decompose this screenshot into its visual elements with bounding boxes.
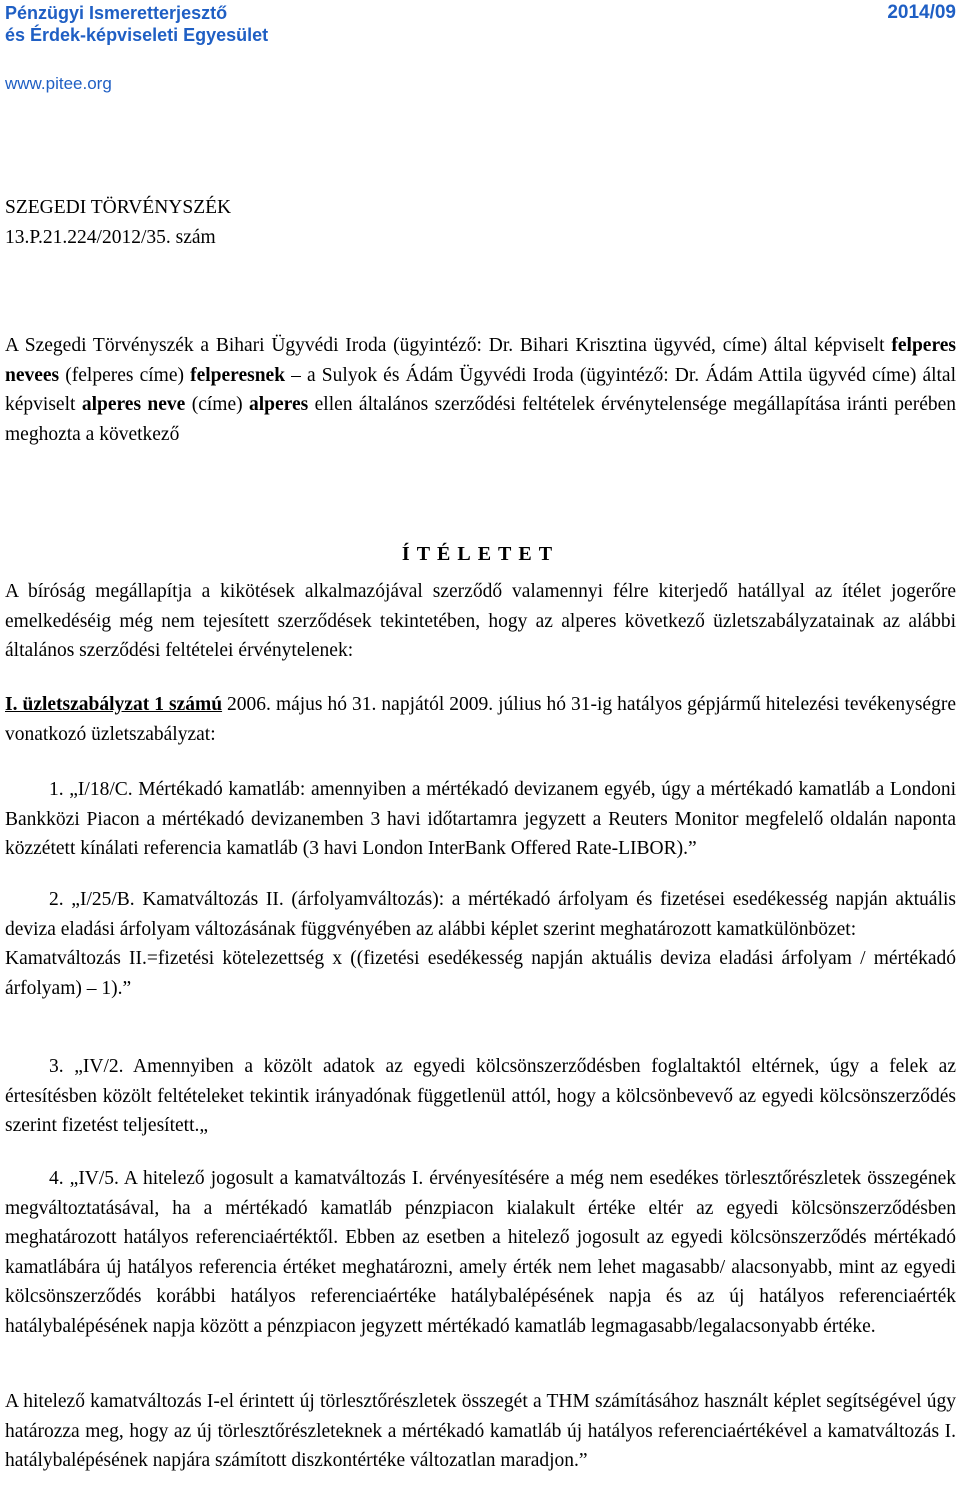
website-link[interactable]: www.pitee.org: [5, 74, 112, 93]
court-block: [5, 193, 956, 252]
clause-item-3: [5, 1052, 956, 1141]
clause-item-3-text: 3. „IV/2. Amennyiben a közölt adatok az egyedi kölcsönszerződésben foglaltaktól eltérnek, úgy a felek az értesítésben közölt feltételeket tekintik irányadónak függetlenül attól, hogy a kölcsönbevevő az egyedi kölcsönszerződés szerint fizetést teljesített.„: [5, 1056, 956, 1136]
section-1-title-rest: 2006. május hó 31. napjától 2009. július hó 31-ig hatályos gépjármű hitelezési tevékenységre vonatkozó üzletszabályzat:: [5, 694, 956, 745]
intro-text-2: (felperes címe): [59, 364, 191, 386]
clause-item-4-text: 4. „IV/5. A hitelező jogosult a kamatváltozás I. érvényesítésére a még nem esedékes törlesztőrészletek összegének megváltoztatásával, ha a mértékadó kamatláb pénzpiacon kialakult értéke eltér az egyedi kölcsönszerződésben meghatározott hatályos referenciaértéktől. Ebben az esetben a hitelező jogosult az egyedi kölcsönszerződés mértékadó kamatlábára új hatályos referencia értéket meghatározni, amely érték nem lehet magasabb/ alacsonyabb, mint az egyedi kölcsönszerződés korábbi hatályos referenciaértéke hatálybalépésének napja és az új hatályos referenciaérték hatálybalépésének napja között a pénzpiacon jegyzett mértékadó kamatláb legmagasabb/legalacsonyabb értéke.: [5, 1168, 956, 1337]
intro-text-1: A Szegedi Törvényszék a Bihari Ügyvédi Iroda (ügyintéző: Dr. Bihari Krisztina ügyvéd, címe) által képviselt: [5, 335, 892, 356]
organization-name-line2: és Érdek-képviseleti Egyesület: [5, 25, 269, 45]
issue-date: 2014/09: [887, 2, 956, 23]
clause-item-2-text: 2. „I/25/B. Kamatváltozás II. (árfolyamváltozás): a mértékadó árfolyam és fizetései esedékesség napján aktuális deviza eladási árfolyam változásának függvényében az alábbi képlet szerint meghatározott kamatkülönbözet:: [5, 889, 956, 940]
verdict-heading: ÍTÉLETET: [401, 543, 560, 565]
clause-item-1-text: 1. „I/18/C. Mértékadó kamatláb: amennyiben a mértékadó devizanem egyéb, úgy a mértékadó kamatláb a Londoni Bankközi Piacon a mértékadó devizanemben 3 havi időtartamra jegyzett a Reuters Monitor megfelelő oldalán naponta közzétett kínálati referencia kamatláb (3 havi London InterBank Offered Rate-LIBOR).”: [5, 779, 956, 859]
defendant-name: alperes neve: [81, 394, 186, 415]
clause-item-1: [5, 775, 956, 864]
organization-name: [5, 2, 268, 46]
organization-name-line1: Pénzügyi Ismeretterjesztő: [5, 3, 228, 23]
intro-text-5: ellen általános szerződési feltételek érvénytelensége megállapítása iránti perében meghozta a következő: [5, 394, 957, 445]
clause-item-2-formula: Kamatváltozás II.=fizetési kötelezettség x ((fizetési esedékesség napján aktuális deviza eladási árfolyam / mértékadó árfolyam) – 1).”: [5, 948, 956, 999]
plaintiff-name: felperes nevees: [5, 335, 956, 386]
defendant-label: alperes: [249, 394, 309, 415]
section-1-title-bold: I. üzletszabályzat 1 számú: [5, 694, 223, 715]
finding-paragraph: A bíróság megállapítja a kikötések alkalmazójával szerződő valamennyi félre kiterjedő hatállyal az ítélet jogerőre emelkedéséig még nem tejesített szerződések tekintetében, hogy az alperes következő üzletszabályzatainak az alábbi általános szerződési feltételei érvénytelenek:: [5, 581, 956, 661]
plaintiff-label: felperesnek: [190, 364, 286, 386]
intro-text-4: (címe): [185, 394, 250, 415]
case-number: 13.P.21.224/2012/35. szám: [5, 226, 216, 248]
intro-paragraph: [5, 331, 956, 449]
section-1-title: [5, 690, 956, 749]
clause-item-4: [5, 1164, 956, 1341]
intro-text-3: – a Sulyok és Ádám Ügyvédi Iroda (ügyintéző: Dr. Ádám Attila ügyvéd címe) által képviselt: [5, 364, 957, 415]
clause-item-2: [5, 885, 956, 1003]
closing-paragraph: A hitelező kamatváltozás I-el érintett új törlesztőrészletek összegét a THM számításához használt képlet segítségével úgy határozza meg, hogy az új törlesztőrészleteknek a mértékadó kamatláb új hatályos referenciaértékével a kamatváltozás I. hatálybalépésének napjára számított diszkontértéke változatlan maradjon.”: [5, 1391, 956, 1471]
court-name: SZEGEDI TÖRVÉNYSZÉK: [5, 197, 232, 218]
